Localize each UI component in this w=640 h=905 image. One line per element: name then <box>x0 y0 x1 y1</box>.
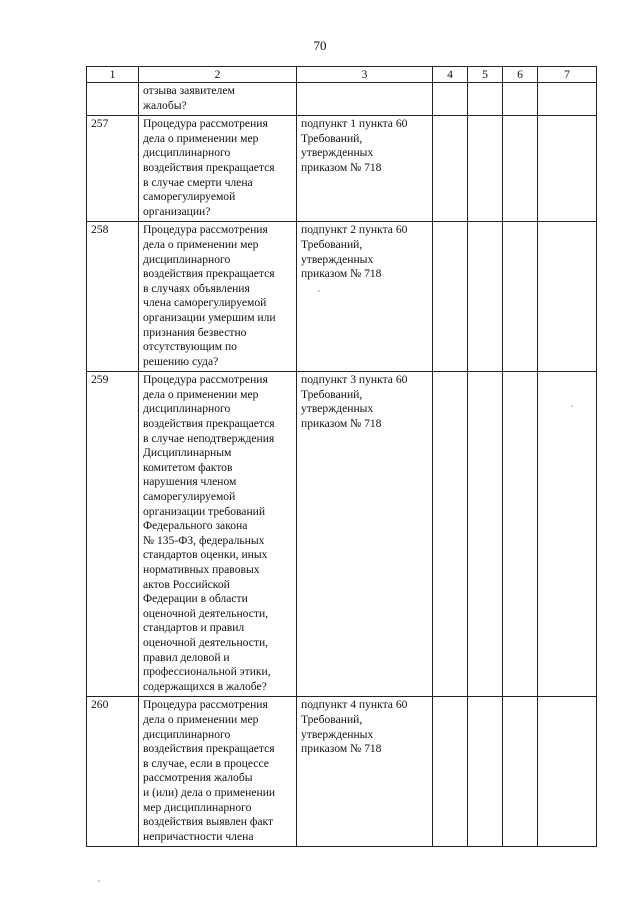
answer-cell-6 <box>503 697 538 847</box>
question-text: Процедура рассмотрения дела о применении мер дисциплинарного воздействия прекращается в случае неподтверждения Дисциплинарным комитетом фактов нарушения членом саморегулируемой организации требований Федерального закона № 135-ФЗ, федеральных стандартов оценки, иных нормативных правовых актов Российской Федерации в области оценочной деятельности, стандартов и правил оценочной деятельности, правил деловой и профессиональной этики, содержащихся в жалобе? <box>143 373 275 693</box>
question-cell <box>139 116 297 222</box>
question-text: отзыва заявителем жалобы? <box>143 84 235 112</box>
answer-cell-5 <box>468 222 503 372</box>
scan-speck <box>98 880 100 882</box>
requirement-cell <box>297 83 433 116</box>
answer-cell-5 <box>468 83 503 116</box>
answer-cell-4 <box>433 116 468 222</box>
answer-cell-6 <box>503 222 538 372</box>
question-cell <box>139 222 297 372</box>
table-row-continued <box>87 83 597 116</box>
answer-cell-7 <box>538 222 597 372</box>
column-header-3: 3 <box>297 67 433 83</box>
answer-cell-5 <box>468 372 503 697</box>
answer-cell-6 <box>503 83 538 116</box>
answer-cell-7 <box>538 372 597 697</box>
column-header-5: 5 <box>468 67 503 83</box>
answer-cell-4 <box>433 372 468 697</box>
answer-cell-6 <box>503 372 538 697</box>
page-number: 70 <box>313 38 327 53</box>
requirement-text: подпункт 4 пункта 60 Требований, утвержденных приказом № 718 <box>301 698 408 756</box>
answer-cell-7 <box>538 697 597 847</box>
row-number: 260 <box>87 697 139 847</box>
question-text: Процедура рассмотрения дела о применении мер дисциплинарного воздействия прекращается в случае, если в процессе рассмотрения жалобы и (или) дела о применении мер дисциплинарного воздействия выявлен факт непричастности члена <box>143 698 276 843</box>
header-row <box>87 67 597 83</box>
row-number: 259 <box>87 372 139 697</box>
column-header-2: 2 <box>139 67 297 83</box>
answer-cell-7 <box>538 116 597 222</box>
column-header-1: 1 <box>87 67 139 83</box>
answer-cell-5 <box>468 697 503 847</box>
answer-cell-4 <box>433 697 468 847</box>
answer-cell-5 <box>468 116 503 222</box>
column-header-7: 7 <box>538 67 597 83</box>
scan-speck <box>571 405 573 407</box>
question-text: Процедура рассмотрения дела о применении мер дисциплинарного воздействия прекращается в случае смерти члена саморегулируемой организации? <box>143 117 275 218</box>
requirement-cell <box>297 116 433 222</box>
question-cell <box>139 697 297 847</box>
answer-cell-4 <box>433 83 468 116</box>
table-row <box>87 372 597 697</box>
column-header-4: 4 <box>433 67 468 83</box>
answer-cell-4 <box>433 222 468 372</box>
row-number: 258 <box>87 222 139 372</box>
table-row <box>87 116 597 222</box>
question-text: Процедура рассмотрения дела о применении мер дисциплинарного воздействия прекращается в случаях объявления члена саморегулируемой организации умершим или признания безвестно отсутствующим по решению суда? <box>143 223 276 368</box>
row-number: 257 <box>87 116 139 222</box>
table-row <box>87 222 597 372</box>
question-cell <box>139 372 297 697</box>
answer-cell-6 <box>503 116 538 222</box>
column-header-6: 6 <box>503 67 538 83</box>
requirement-cell <box>297 372 433 697</box>
requirement-cell <box>297 697 433 847</box>
requirement-text: подпункт 3 пункта 60 Требований, утвержденных приказом № 718 <box>301 373 408 431</box>
requirement-text: подпункт 1 пункта 60 Требований, утвержденных приказом № 718 <box>301 117 408 174</box>
requirement-text: подпункт 2 пункта 60 Требований, утвержденных приказом № 718 <box>301 223 408 281</box>
checklist-table <box>86 66 597 847</box>
requirement-cell <box>297 222 433 372</box>
answer-cell-7 <box>538 83 597 116</box>
table-row <box>87 697 597 847</box>
scan-speck <box>318 290 320 292</box>
question-cell <box>139 83 297 116</box>
row-number <box>87 83 139 116</box>
